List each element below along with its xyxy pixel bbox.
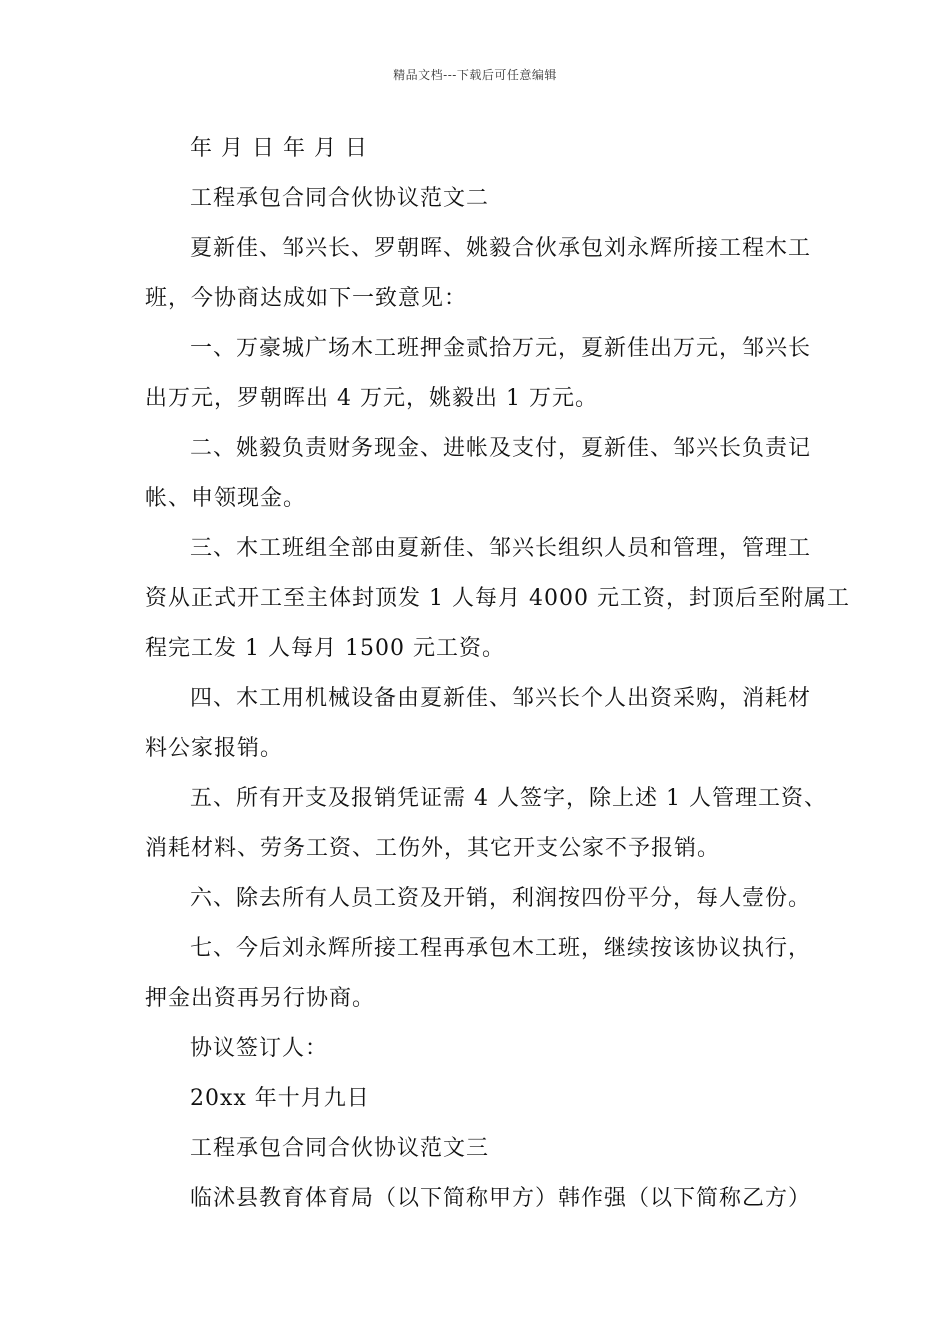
parties-line: 临沭县教育体育局（以下简称甲方）韩作强（以下简称乙方） [190, 1186, 812, 1211]
clause-7-line-2: 押金出资再另行协商。 [145, 986, 376, 1011]
clause-6-line-1: 六、除去所有人员工资及开销，利润按四份平分，每人壹份。 [190, 886, 812, 911]
section-title-2: 工程承包合同合伙协议范文二 [190, 186, 490, 211]
clause-5-line-2: 消耗材料、劳务工资、工伤外，其它开支公家不予报销。 [145, 836, 721, 861]
clause-3-line-1: 三、木工班组全部由夏新佳、邹兴长组织人员和管理，管理工 [190, 536, 812, 561]
signing-date: 20xx 年十月九日 [190, 1086, 370, 1111]
clause-2-line-1: 二、姚毅负责财务现金、进帐及支付，夏新佳、邹兴长负责记 [190, 436, 812, 461]
section-title-3: 工程承包合同合伙协议范文三 [190, 1136, 490, 1161]
clause-5-line-1: 五、所有开支及报销凭证需 4 人签字，除上述 1 人管理工资、 [190, 786, 827, 811]
clause-3-line-2: 资从正式开工至主体封顶发 1 人每月 4000 元工资，封顶后至附属工 [145, 586, 850, 611]
signatories-label: 协议签订人： [190, 1036, 329, 1061]
date-line: 年 月 日 年 月 日 [190, 136, 368, 161]
paragraph-intro-line-1: 夏新佳、邹兴长、罗朝晖、姚毅合伙承包刘永辉所接工程木工 [190, 236, 812, 261]
page-header: 精品文档---下载后可任意编辑 [393, 68, 557, 82]
clause-1-line-2: 出万元，罗朝晖出 4 万元，姚毅出 1 万元。 [145, 386, 598, 411]
clause-4-line-1: 四、木工用机械设备由夏新佳、邹兴长个人出资采购，消耗材 [190, 686, 812, 711]
clause-4-line-2: 料公家报销。 [145, 736, 284, 761]
clause-7-line-1: 七、今后刘永辉所接工程再承包木工班，继续按该协议执行， [190, 936, 812, 961]
clause-1-line-1: 一、万豪城广场木工班押金贰拾万元，夏新佳出万元，邹兴长 [190, 336, 812, 361]
clause-2-line-2: 帐、申领现金。 [145, 486, 307, 511]
paragraph-intro-line-2: 班，今协商达成如下一致意见： [145, 286, 468, 311]
clause-3-line-3: 程完工发 1 人每月 1500 元工资。 [145, 636, 505, 661]
